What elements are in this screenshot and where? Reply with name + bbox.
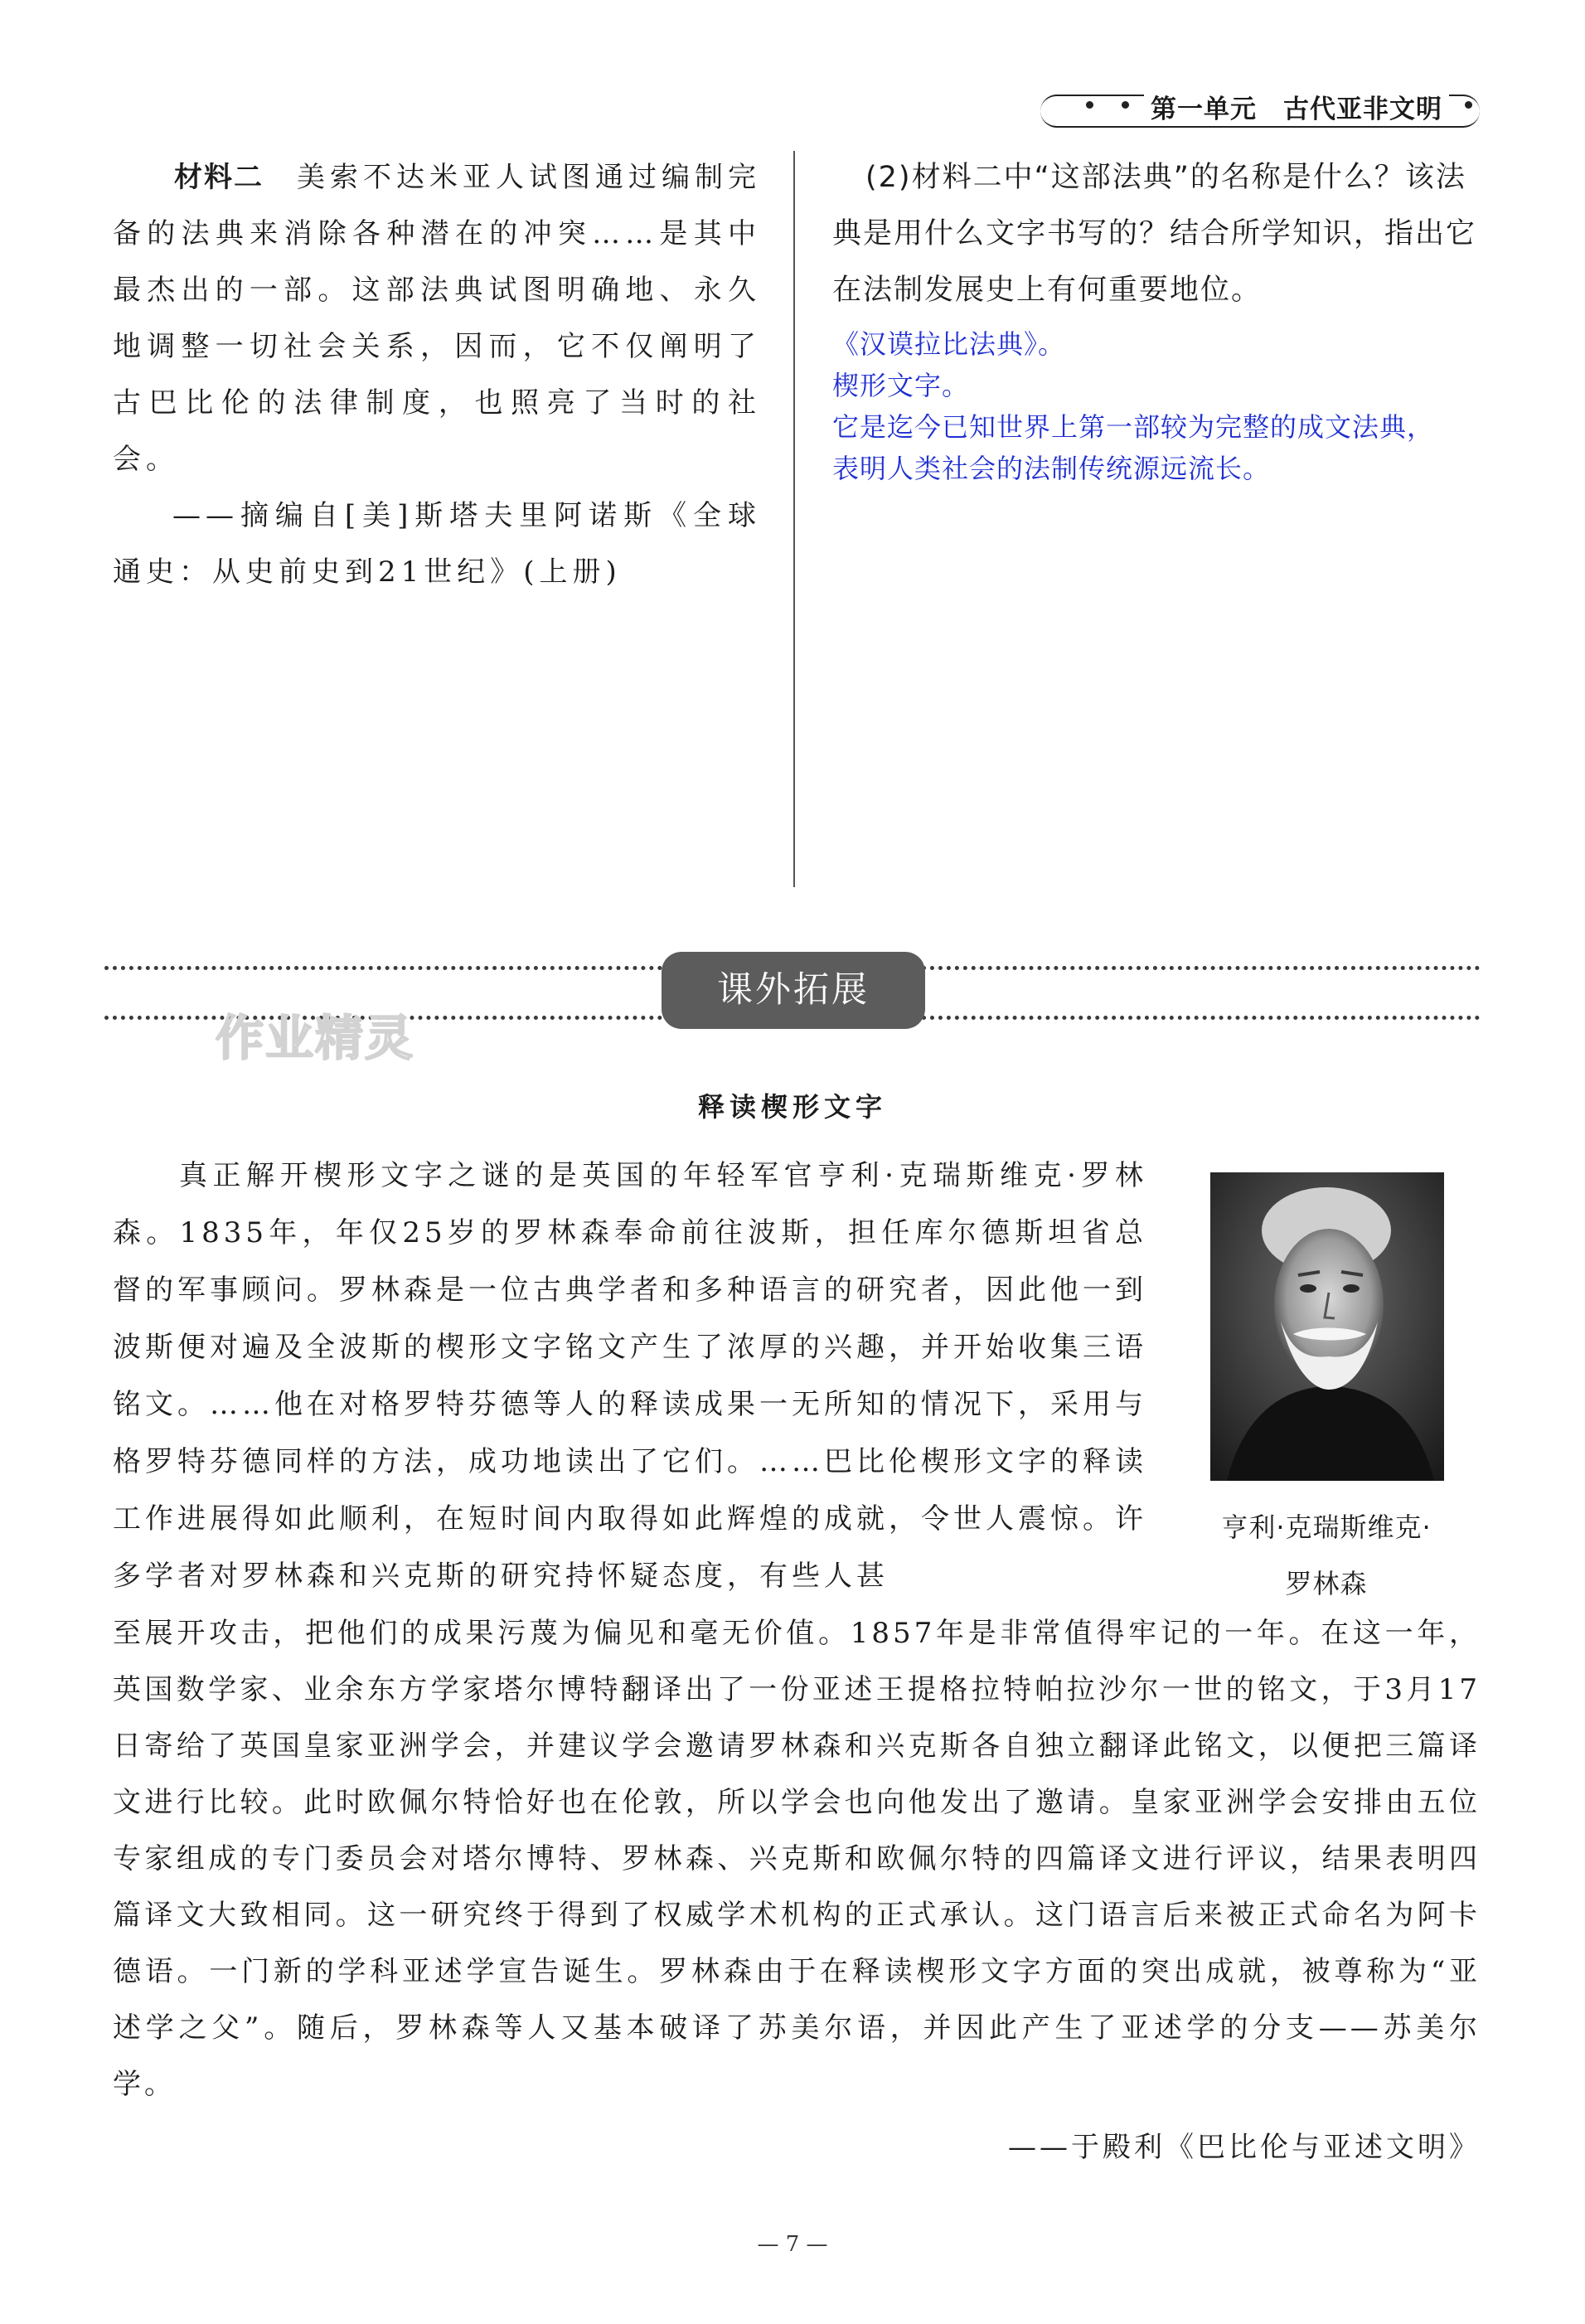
question-block xyxy=(832,149,1487,489)
caption-line: 罗林森 xyxy=(1285,1568,1368,1599)
portrait-image xyxy=(1210,1172,1444,1481)
article-paragraph: 至展开攻击，把他们的成果污蔑为偏见和毫无价值。1857年是非常值得牢记的一年。在这一年，英国数学家、业余东方学家塔尔博特翻译出了一份亚述王提格拉特帕拉沙尔一世的铭文，于3月17日寄给了英国皇家亚洲学会，并建议学会邀请罗林森和兴克斯各自独立翻译此铭文，以便把三篇译文进行比较。此时欧佩尔特恰好也在伦敦，所以学会也向他发出了邀请。皇家亚洲学会安排由五位专家组成的专门委员会对塔尔博特、罗林森、兴克斯和欧佩尔特的四篇译文进行评议，结果表明四篇译文大致相同。这一研究终于得到了权威学术机构的正式承认。这门语言后来被正式命名为阿卡德语。一门新的学科亚述学宣告诞生。罗林森由于在释读楔形文字方面的突出成就，被尊称为“亚述学之父”。随后，罗林森等人又基本破译了苏美尔语，并因此产生了亚述学的分支——苏美尔学。 xyxy=(113,1617,1481,2101)
answer-line: 楔形文字。 xyxy=(832,370,970,401)
answer-line: 它是迄今已知世界上第一部较为完整的成文法典， xyxy=(832,411,1435,443)
material-paragraph xyxy=(113,149,761,488)
portrait-caption xyxy=(1169,1499,1484,1612)
question-text: (2)材料二中“这部法典”的名称是什么？该法典是用什么文字书写的？结合所学知识，指出它在法制发展史上有何重要地位。 xyxy=(832,161,1477,307)
section-banner: 课外拓展 xyxy=(662,952,925,1029)
column-divider xyxy=(793,151,795,887)
unit-header xyxy=(1040,83,1480,129)
article-paragraph: 真正解开楔形文字之谜的是英国的年轻军官亨利·克瑞斯维克·罗林森。1835年，年仅25岁的罗林森奉命前往波斯，担任库尔德斯坦省总督的军事顾问。罗林森是一位古典学者和多种语言的研究者，因此他一到波斯便对遍及全波斯的楔形文字铭文产生了浓厚的兴趣，并开始收集三语铭文。……他在对格罗特芬德等人的释读成果一无所知的情况下，采用与格罗特芬德同样的方法，成功地读出了它们。……巴比伦楔形文字的释读工作进展得如此顺利，在短时间内取得如此辉煌的成就，令世人震惊。许多学者对罗林森和兴克斯的研究持怀疑态度，有些人甚 xyxy=(113,1159,1147,1593)
header-dot xyxy=(1465,101,1472,109)
header-dot xyxy=(1086,101,1093,109)
unit-title: 第一单元 古代亚非文明 xyxy=(1144,88,1449,125)
watermark: 作业精灵 xyxy=(216,1010,415,1066)
answer-line: 表明人类社会的法制传统源远流长。 xyxy=(832,453,1271,484)
page-number: — 7 — xyxy=(757,2232,828,2257)
caption-line: 亨利·克瑞斯维克· xyxy=(1221,1511,1432,1543)
article-title: 释读楔形文字 xyxy=(697,1091,887,1123)
material-block xyxy=(113,149,761,600)
answer-line: 《汉谟拉比法典》。 xyxy=(832,328,1066,360)
material-text: 美索不达米亚人试图通过编制完备的法典来消除各种潜在的冲突……是其中最杰出的一部。这部法典试图明确地、永久地调整一切社会关系，因而，它不仅阐明了古巴比伦的法律制度，也照亮了当时的社会。 xyxy=(113,161,761,476)
material-label: 材料二 xyxy=(174,161,264,194)
handwritten-answers xyxy=(832,323,1487,489)
header-dot xyxy=(1122,101,1129,109)
article-source: ——于殿利《巴比伦与亚述文明》 xyxy=(1008,2131,1481,2164)
material-source: ——摘编自[美]斯塔夫里阿诺斯《全球通史：从史前史到21世纪》(上册) xyxy=(113,499,761,589)
